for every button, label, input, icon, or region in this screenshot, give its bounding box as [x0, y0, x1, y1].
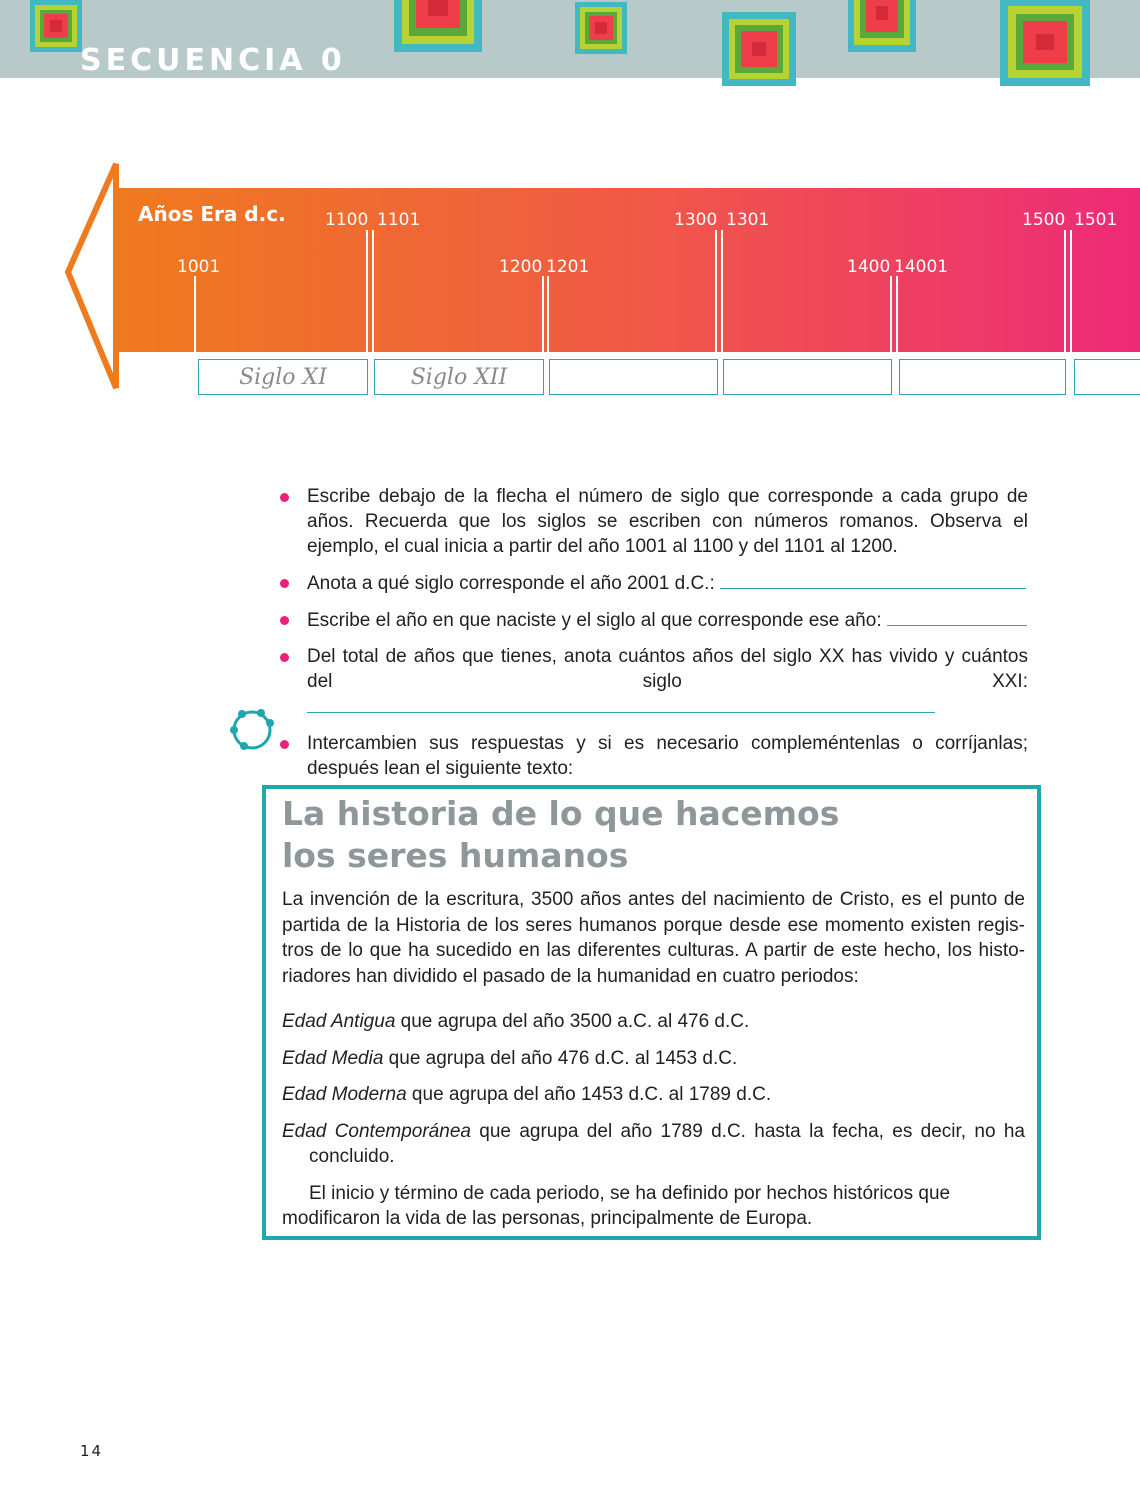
instruction-text: Intercambien sus respuestas y si es necesario compleméntenlas o corríjanlas; después lean el siguiente texto: — [307, 733, 1028, 779]
century-box-blank[interactable] — [549, 359, 718, 395]
reading-closing: El inicio y término de cada periodo, se ha definido por hechos históricos que modificaron la vida de las personas, principalmente de Europa. — [282, 1182, 951, 1229]
period-desc: que agrupa del año 3500 a.C. al 476 d.C. — [395, 1011, 750, 1032]
century-box-blank[interactable] — [899, 359, 1066, 395]
tick-line-1200 — [542, 276, 544, 352]
instruction-text: Escribe el año en que naciste y el siglo al que corresponde ese año: — [307, 610, 882, 631]
century-box-xii: Siglo XII — [374, 359, 544, 395]
square-deco-1 — [30, 0, 82, 52]
instruction-item — [280, 484, 1028, 559]
timeline — [0, 150, 1140, 410]
century-box-blank[interactable] — [1074, 359, 1140, 395]
tick-line-1301 — [721, 230, 723, 352]
period-item — [282, 1009, 1025, 1035]
tick-line-1201 — [547, 276, 549, 352]
bullet-dot-icon — [280, 493, 289, 502]
team-work-icon — [228, 708, 276, 754]
instruction-text: Anota a qué siglo corresponde el año 2001 d.C.: — [307, 573, 715, 594]
square-deco-3 — [575, 2, 627, 54]
tick-line-1101 — [372, 230, 374, 352]
square-deco-4 — [722, 12, 796, 86]
square-deco-2 — [394, 0, 482, 52]
tick-line-1001 — [194, 276, 196, 352]
sequence-title: SECUENCIA 0 — [80, 43, 346, 78]
tick-line-1500 — [1064, 230, 1066, 352]
instruction-text: Escribe debajo de la flecha el número de siglo que corresponde a cada grupo de años. Recuerda que los siglos se escriben con números romanos. Observa el ejemplo, el cual inicia a partir del año 1001 al 1100 y del 1101 al 1200. — [307, 486, 1028, 557]
page-number: 14 — [80, 1442, 104, 1460]
century-box-blank[interactable] — [723, 359, 892, 395]
instruction-list — [280, 484, 1028, 792]
answer-line[interactable] — [720, 570, 1026, 589]
tick-line-1100 — [366, 230, 368, 352]
bullet-dot-icon — [280, 740, 289, 749]
tick-line-1300 — [715, 230, 717, 352]
square-deco-5 — [848, 0, 916, 52]
instruction-text: Del total de años que tienes, anota cuántos años del siglo XX has vivido y cuántos del siglo XXI: — [307, 646, 1028, 692]
period-name: Edad Media — [282, 1047, 384, 1069]
tick-line-1401 — [896, 276, 898, 352]
period-item — [282, 1119, 1025, 1170]
reading-title — [282, 793, 1025, 877]
year-label: 1501 — [1074, 210, 1118, 230]
instruction-item — [280, 607, 1028, 633]
year-label: 1400 — [847, 257, 891, 277]
tick-line-1400 — [890, 276, 892, 352]
instruction-item — [280, 644, 1028, 720]
answer-line[interactable] — [307, 694, 935, 713]
period-desc: que agrupa del año 476 d.C. al 1453 d.C. — [383, 1047, 738, 1069]
reading-title-line1: La historia de lo que hacemos — [282, 794, 840, 833]
period-desc: que agrupa del año 1789 d.C. hasta la fecha, es decir, no ha concluido. — [309, 1120, 1025, 1167]
year-label: 1001 — [177, 257, 221, 277]
bullet-dot-icon — [280, 653, 289, 662]
bullet-dot-icon — [280, 616, 289, 625]
tick-line-1501 — [1070, 230, 1072, 352]
reading-title-line2: los seres humanos — [282, 836, 629, 875]
period-desc: que agrupa del año 1453 d.C. al 1789 d.C. — [406, 1084, 772, 1105]
period-name: Edad Moderna — [282, 1084, 407, 1105]
period-name: Edad Contemporánea — [282, 1120, 471, 1142]
year-label: 1101 — [377, 210, 421, 230]
period-name: Edad Antigua — [282, 1011, 396, 1032]
instruction-item — [280, 731, 1028, 781]
instruction-item — [280, 570, 1028, 596]
year-label: 1500 — [1022, 210, 1066, 230]
period-item — [282, 1046, 1025, 1072]
year-label: 1100 — [325, 210, 369, 230]
year-label: 1301 — [726, 210, 770, 230]
answer-line[interactable] — [887, 607, 1027, 626]
century-box-xi: Siglo XI — [198, 359, 368, 395]
period-item — [282, 1082, 1025, 1108]
timeline-title: Años Era d.c. — [138, 202, 286, 226]
bullet-dot-icon — [280, 579, 289, 588]
year-label: 1201 — [546, 257, 590, 277]
year-label: 1300 — [674, 210, 718, 230]
square-deco-6 — [1000, 0, 1090, 86]
year-label: 14001 — [894, 257, 949, 277]
reading-box — [262, 785, 1041, 1240]
reading-intro: La invención de la escritura, 3500 años antes del nacimiento de Cristo, es el punto de partida de la Historia de los seres humanos porque desde ese momento existen registros de lo que ha sucedido en las diferentes culturas. A partir de este hecho, los historiadores han dividido el pasado de la humanidad en cuatro periodos: — [282, 889, 1025, 987]
year-label: 1200 — [499, 257, 543, 277]
